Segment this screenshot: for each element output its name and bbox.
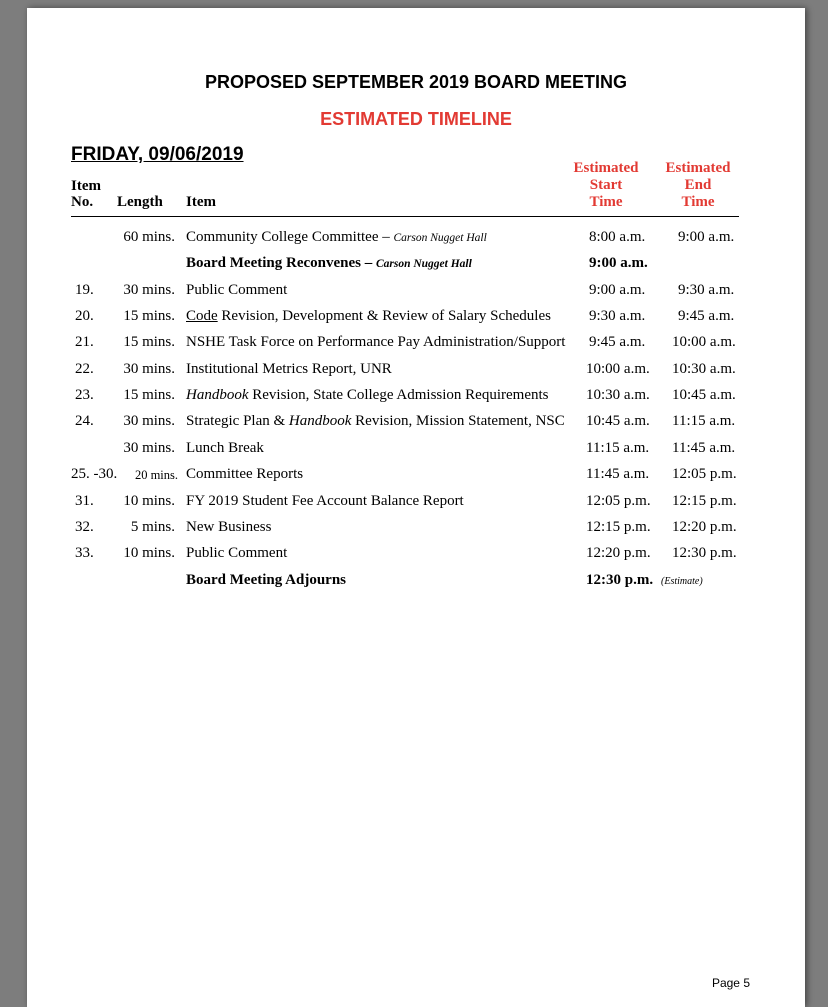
row-start: 9:00 a.m. xyxy=(589,255,648,271)
row-item-code: Code xyxy=(186,308,218,324)
row-item-handbook: Handbook xyxy=(186,387,249,403)
row-start: 9:45 a.m. xyxy=(589,334,646,350)
row-length: 5 mins. xyxy=(130,519,175,535)
row-item: Public Comment xyxy=(186,545,288,561)
row-length: 30 mins. xyxy=(123,282,175,298)
row-end: 9:00 a.m. xyxy=(678,229,735,245)
row-item: Institutional Metrics Report, UNR xyxy=(186,361,392,377)
row-end: 9:45 a.m. xyxy=(678,308,735,324)
row-end: 12:30 p.m. xyxy=(672,545,737,561)
row-length: 15 mins. xyxy=(123,334,175,350)
row-item xyxy=(186,412,565,430)
row-start: 9:30 a.m. xyxy=(589,308,646,324)
row-item xyxy=(186,228,487,247)
row-start: 11:45 a.m. xyxy=(586,466,650,482)
header-start-line2: Start xyxy=(589,177,623,193)
header-end-line2: End xyxy=(684,177,712,193)
row-note: (Estimate) xyxy=(661,576,703,587)
row-number: 31. xyxy=(75,493,94,509)
row-item: FY 2019 Student Fee Account Balance Report xyxy=(186,493,464,509)
row-end: 12:15 p.m. xyxy=(672,493,737,509)
row-item xyxy=(186,307,551,325)
row-end: 10:45 a.m. xyxy=(672,387,736,403)
row-length: 60 mins. xyxy=(123,229,175,245)
row-item: Board Meeting Adjourns xyxy=(186,572,347,588)
page-title: PROPOSED SEPTEMBER 2019 BOARD MEETING xyxy=(204,72,628,92)
row-number: 20. xyxy=(75,308,94,324)
row-length: 30 mins. xyxy=(123,440,175,456)
row-start: 9:00 a.m. xyxy=(589,282,646,298)
row-end: 10:00 a.m. xyxy=(672,334,736,350)
row-item-text: Board Meeting Reconvenes – xyxy=(186,255,376,271)
row-item-prefix: Strategic Plan & xyxy=(186,413,289,429)
page-subtitle: ESTIMATED TIMELINE xyxy=(320,109,512,129)
row-length: 30 mins. xyxy=(123,413,175,429)
row-number: 22. xyxy=(75,361,94,377)
row-location: Carson Nugget Hall xyxy=(393,232,487,244)
row-number: 32. xyxy=(75,519,94,535)
row-number: 24. xyxy=(75,413,94,429)
row-start: 12:20 p.m. xyxy=(586,545,651,561)
row-item-text: Revision, State College Admission Requirements xyxy=(248,387,549,403)
row-item: Committee Reports xyxy=(186,466,304,482)
row-item: Lunch Break xyxy=(186,440,264,456)
row-item xyxy=(186,254,472,273)
row-start: 12:30 p.m. xyxy=(586,572,654,588)
row-number: 19. xyxy=(75,282,94,298)
row-end: 11:15 a.m. xyxy=(672,413,736,429)
header-end-line3: Time xyxy=(681,194,715,210)
header-item: Item xyxy=(186,194,216,210)
row-length: 10 mins. xyxy=(123,493,175,509)
header-end-line1: Estimated xyxy=(665,160,731,176)
row-end: 9:30 a.m. xyxy=(678,282,735,298)
row-item-text: Revision, Development & Review of Salary Schedules xyxy=(217,308,551,324)
row-item: New Business xyxy=(186,519,272,535)
row-number: 33. xyxy=(75,545,94,561)
row-item: NSHE Task Force on Performance Pay Administration/Support xyxy=(186,334,566,350)
row-number: 23. xyxy=(75,387,94,403)
row-start: 10:00 a.m. xyxy=(586,361,650,377)
row-number: 25. -30. xyxy=(71,466,118,482)
row-length: 20 mins. xyxy=(134,468,178,482)
row-end: 12:20 p.m. xyxy=(672,519,737,535)
page-number: Page 5 xyxy=(711,976,750,990)
header-rule xyxy=(71,216,739,217)
row-item: Public Comment xyxy=(186,282,288,298)
document-page xyxy=(27,8,805,1007)
row-length: 15 mins. xyxy=(123,387,175,403)
row-start: 10:45 a.m. xyxy=(586,413,650,429)
header-item-no-line2: No. xyxy=(71,194,94,210)
header-item-no-line1: Item xyxy=(71,178,101,194)
row-end: 12:05 p.m. xyxy=(672,466,737,482)
day-heading: FRIDAY, 09/06/2019 xyxy=(71,144,244,165)
row-item-text: Community College Committee – xyxy=(186,229,394,245)
row-length: 30 mins. xyxy=(123,361,175,377)
row-length: 15 mins. xyxy=(123,308,175,324)
row-location: Carson Nugget Hall xyxy=(375,258,472,270)
row-item xyxy=(186,386,548,404)
row-item-handbook: Handbook xyxy=(288,413,352,429)
row-start: 12:15 p.m. xyxy=(586,519,651,535)
row-end: 11:45 a.m. xyxy=(672,440,736,456)
row-item-text: Revision, Mission Statement, NSC xyxy=(351,413,565,429)
header-start-line1: Estimated xyxy=(573,160,639,176)
row-start: 11:15 a.m. xyxy=(586,440,650,456)
row-start: 12:05 p.m. xyxy=(586,493,651,509)
row-start: 10:30 a.m. xyxy=(586,387,650,403)
row-start: 8:00 a.m. xyxy=(589,229,646,245)
header-start-line3: Time xyxy=(589,194,623,210)
row-length: 10 mins. xyxy=(123,545,175,561)
row-end: 10:30 a.m. xyxy=(672,361,736,377)
header-length: Length xyxy=(117,194,163,210)
row-number: 21. xyxy=(75,334,94,350)
